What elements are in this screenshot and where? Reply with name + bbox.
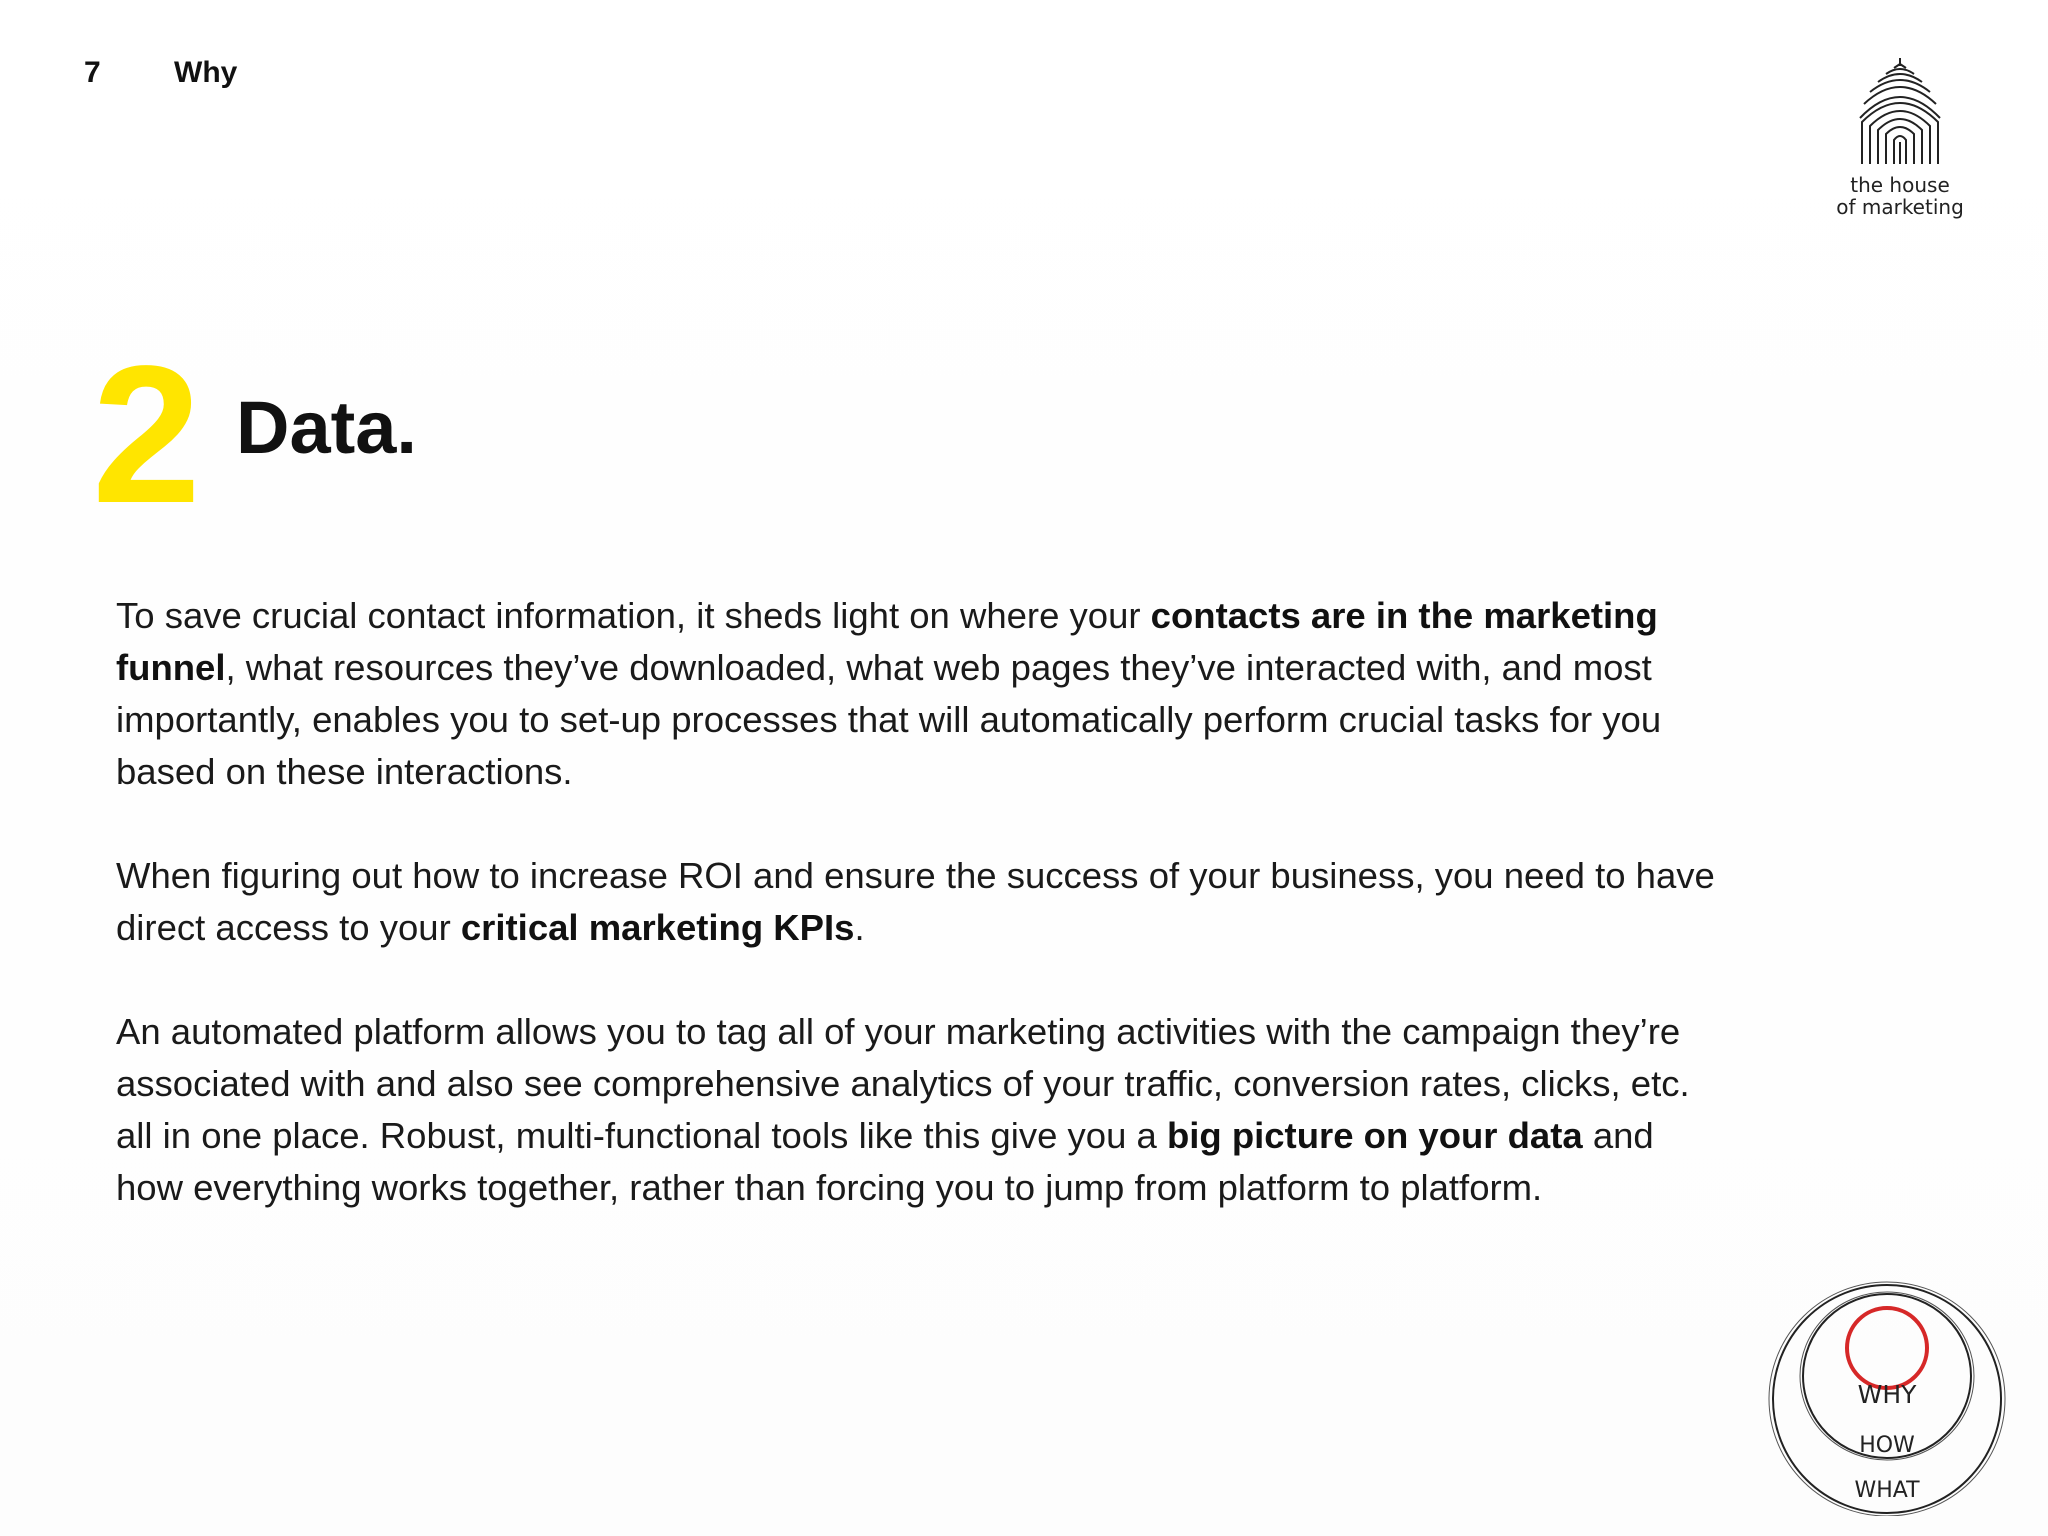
how-label: HOW [1859,1433,1915,1458]
paragraph-2 [116,850,1716,954]
fingerprint-house-icon [1850,56,1950,168]
paragraph-2-text-b: . [854,907,865,948]
page-number: 7 [84,56,101,89]
paragraph-3 [116,1006,1716,1214]
paragraph-1-text-a: To save crucial contact information, it sheds light on where your [116,595,1151,636]
paragraph-1-bold: contacts are in the marketing funnel [116,595,1658,688]
section-label: Why [174,56,238,89]
paragraph-2-text-a: When figuring out how to increase ROI and ensure the success of your business, you need to have direct access to your [116,855,1715,948]
logo-text-line-1: the house [1850,173,1950,197]
paragraph-1 [116,590,1716,798]
page-header [84,56,237,90]
paragraph-3-text-b: and how everything works together, rather than forcing you to jump from platform to platform. [116,1115,1654,1208]
paragraph-1-text-b: , what resources they’ve downloaded, what web pages they’ve interacted with, and most importantly, enables you to set-up processes that will automatically perform crucial tasks for you based on these interactions. [116,647,1662,792]
why-label: WHY [1857,1380,1917,1409]
paragraph-2-bold: critical marketing KPIs [460,907,855,948]
page-title: Data. [236,386,417,469]
paragraph-3-text-a: An automated platform allows you to tag all of your marketing activities with the campaign they’re associated with and also see comprehensive analytics of your traffic, conversion rates, clicks, etc. all in one place. Robust, multi-functional tools like this give you a [116,1011,1690,1156]
body-text [116,590,1716,1266]
paragraph-3-bold: big picture on your data [1166,1115,1583,1156]
brand-logo [1820,56,1980,226]
section-number: 2 [92,325,198,544]
logo-text-line-2: of marketing [1836,195,1964,219]
what-label: WHAT [1854,1478,1920,1503]
golden-circle-diagram [1762,1266,2012,1516]
